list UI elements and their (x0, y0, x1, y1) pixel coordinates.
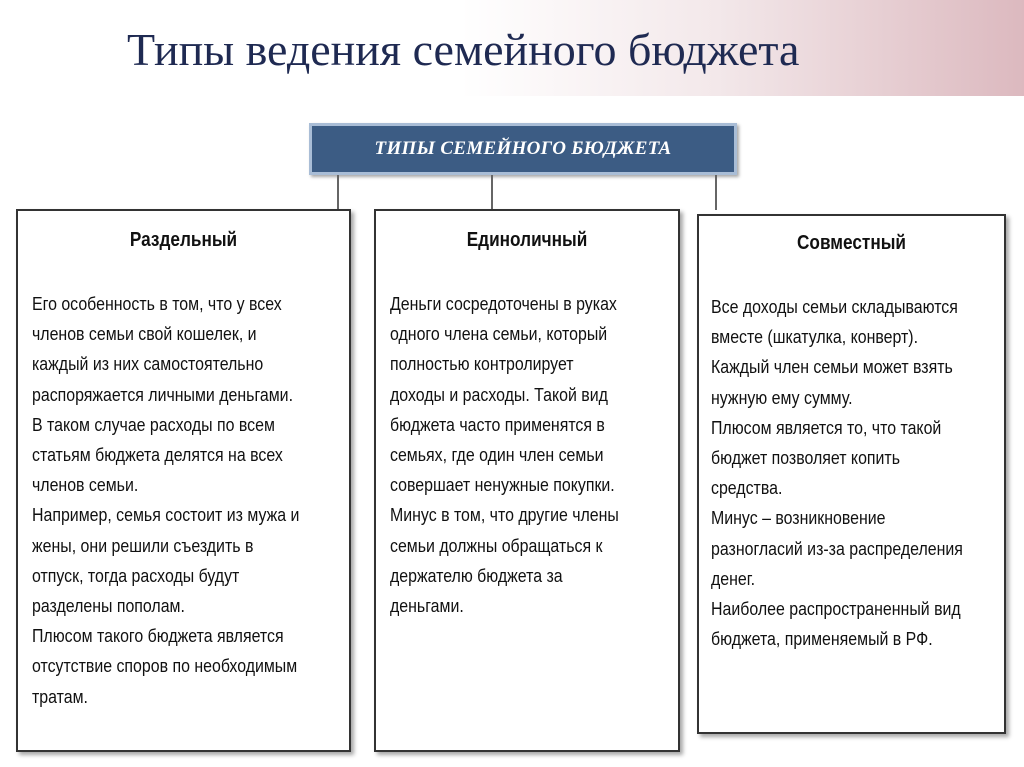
connector-middle (491, 175, 493, 210)
text-line: деньгами. (390, 595, 464, 617)
text-line: Наиболее распространенный вид (711, 598, 961, 620)
text-line: членов семьи. (32, 474, 139, 496)
text-line: Каждый член семьи может взять (711, 356, 953, 378)
text-line: членов семьи свой кошелек, и (32, 323, 257, 345)
text-line: Плюсом является то, что такой (711, 416, 942, 438)
text-line: семьях, где один член семьи (390, 444, 604, 466)
diagram-header-label: ТИПЫ СЕМЕЙНОГО БЮДЖЕТА (374, 138, 672, 159)
connector-right (715, 175, 717, 210)
text-line: Минус в том, что другие члены (390, 504, 619, 526)
text-line: средства. (711, 477, 783, 499)
column-text (390, 289, 619, 621)
text-line: разделены пополам. (32, 595, 185, 617)
text-line: бюджета, применяемый в РФ. (711, 628, 933, 650)
text-line: совершает ненужные покупки. (390, 474, 615, 496)
text-line: семьи должны обращаться к (390, 534, 603, 556)
text-line: нужную ему сумму. (711, 386, 853, 408)
text-line: доходы и расходы. Такой вид (390, 383, 608, 405)
column-sole (374, 209, 680, 752)
column-title: Единоличный (466, 229, 588, 251)
text-line: отсутствие споров по необходимым (32, 655, 298, 677)
column-separate (16, 209, 351, 752)
text-line: денег. (711, 567, 756, 589)
column-text (711, 292, 963, 654)
text-line: отпуск, тогда расходы будут (32, 564, 240, 586)
text-line: Минус – возникновение (711, 507, 886, 529)
text-line: тратам. (32, 685, 88, 707)
connector-left (337, 175, 339, 210)
text-line: жены, они решили съездить в (32, 534, 254, 556)
text-line: Плюсом такого бюджета является (32, 625, 284, 647)
text-line: В таком случае расходы по всем (32, 413, 275, 435)
text-line: Деньги сосредоточены в руках (390, 293, 617, 314)
column-text (32, 289, 299, 712)
text-line: разногласий из-за распределения (711, 537, 963, 559)
page-title: Типы ведения семейного бюджета (127, 24, 800, 75)
column-title: Совместный (797, 232, 906, 254)
text-line: Все доходы семьи складываются (711, 296, 958, 317)
column-joint (697, 214, 1006, 734)
text-line: статьям бюджета делятся на всех (32, 444, 283, 466)
text-line: полностью контролирует (390, 353, 574, 375)
text-line: одного члена семьи, который (390, 323, 608, 345)
text-line: распоряжается личными деньгами. (32, 383, 293, 405)
diagram-header (309, 123, 737, 175)
text-line: Его особенность в том, что у всех (32, 293, 282, 314)
text-line: держателю бюджета за (390, 564, 563, 586)
text-line: каждый из них самостоятельно (32, 353, 264, 375)
text-line: вместе (шкатулка, конверт). (711, 326, 919, 348)
text-line: Например, семья состоит из мужа и (32, 504, 300, 526)
column-title: Раздельный (129, 229, 238, 251)
text-line: бюджет позволяет копить (711, 447, 900, 469)
text-line: бюджета часто применятся в (390, 413, 605, 435)
